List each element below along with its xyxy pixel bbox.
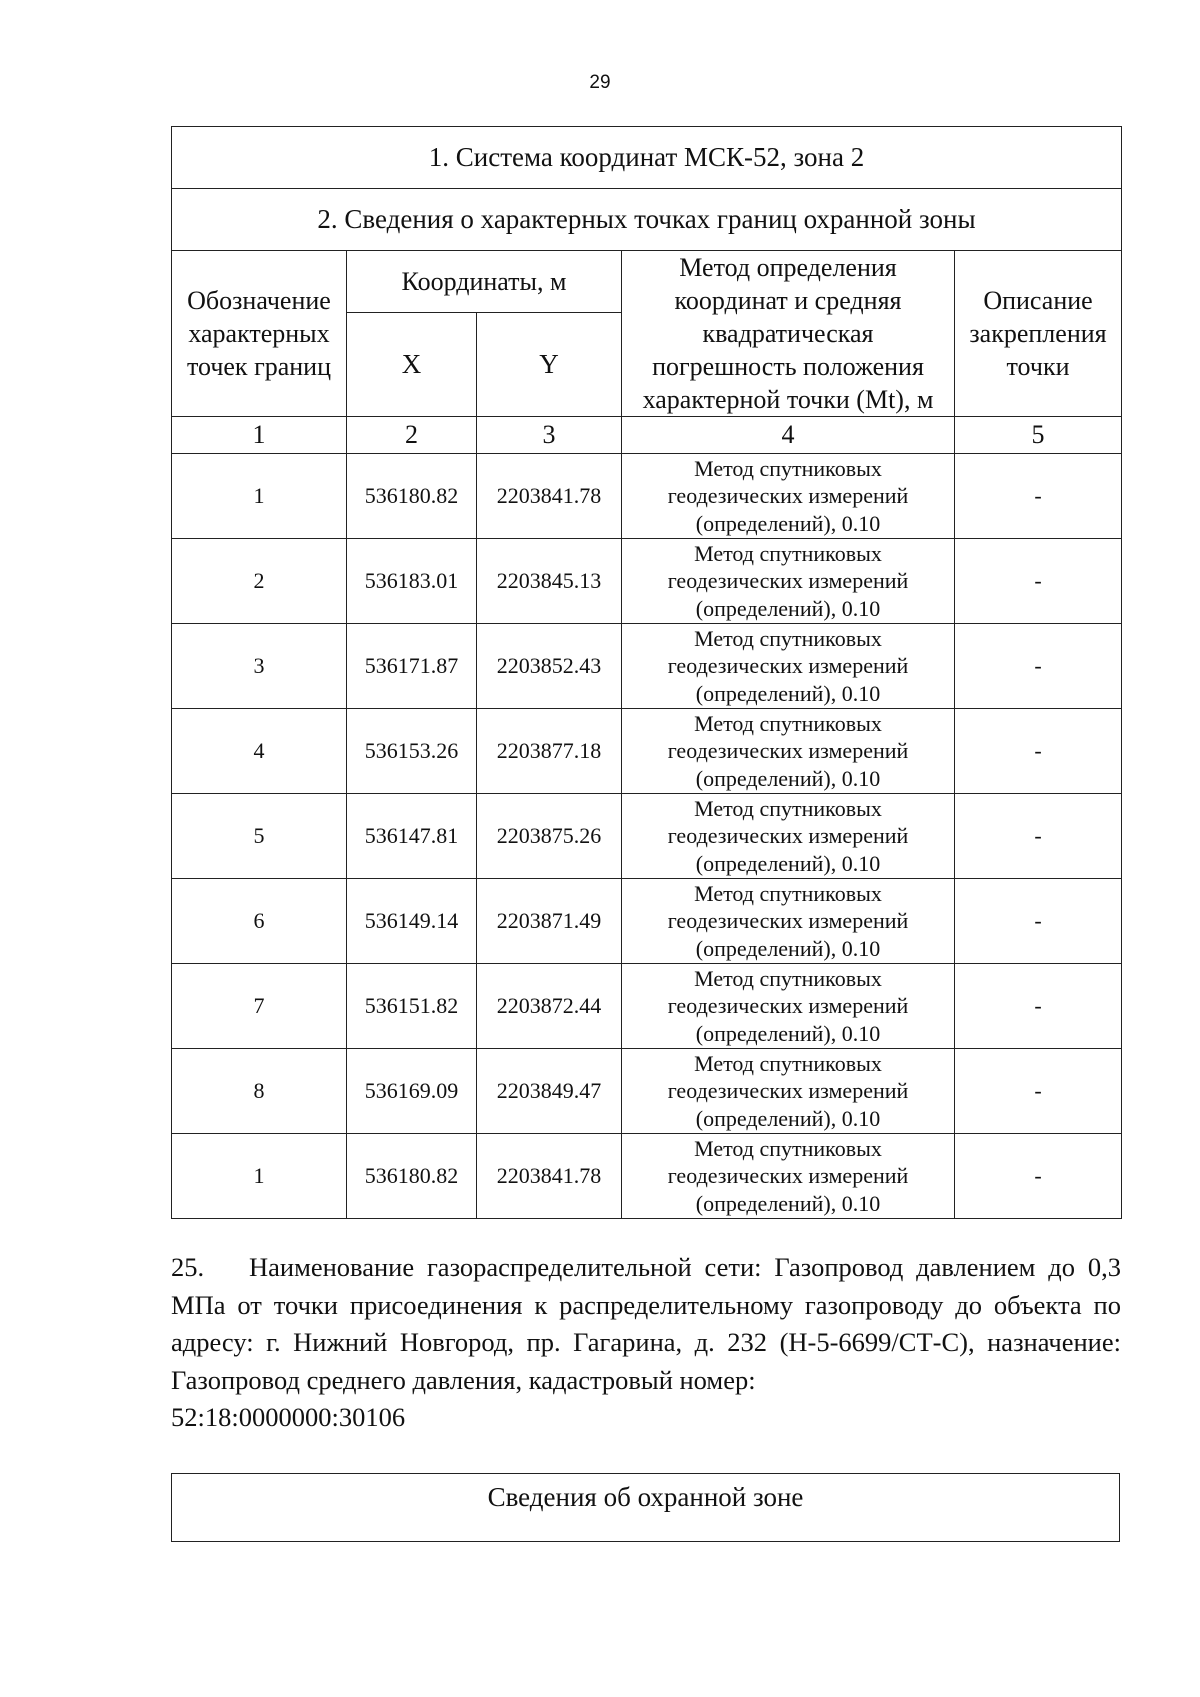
y-cell: 2203841.78 bbox=[477, 454, 622, 539]
protection-zone-title: Сведения об охранной зоне bbox=[487, 1482, 804, 1512]
y-cell: 2203871.49 bbox=[477, 879, 622, 964]
y-cell: 2203872.44 bbox=[477, 964, 622, 1049]
table-row bbox=[172, 964, 1122, 1049]
method-line: (определений), 0.10 bbox=[695, 1020, 881, 1046]
method-line: геодезических измерений bbox=[667, 653, 909, 679]
x-cell: 536180.82 bbox=[347, 1134, 477, 1219]
method-line: геодезических измерений bbox=[667, 738, 909, 764]
method-cell bbox=[622, 1134, 955, 1219]
header-coordinates: Координаты, м bbox=[347, 251, 622, 313]
point-cell: 8 bbox=[172, 1049, 347, 1134]
description-cell: - bbox=[955, 624, 1122, 709]
method-line: (определений), 0.10 bbox=[695, 850, 881, 876]
header-description: Описание закрепления точки bbox=[955, 251, 1122, 417]
method-cell bbox=[622, 794, 955, 879]
table-row bbox=[172, 454, 1122, 539]
method-line: геодезических измерений bbox=[667, 1078, 909, 1104]
description-cell: - bbox=[955, 794, 1122, 879]
column-number: 4 bbox=[622, 417, 955, 454]
method-line: (определений), 0.10 bbox=[695, 510, 881, 536]
description-cell: - bbox=[955, 539, 1122, 624]
column-number: 3 bbox=[477, 417, 622, 454]
method-line: (определений), 0.10 bbox=[695, 595, 881, 621]
point-cell: 5 bbox=[172, 794, 347, 879]
description-cell: - bbox=[955, 709, 1122, 794]
table-row bbox=[172, 1049, 1122, 1134]
method-cell bbox=[622, 1049, 955, 1134]
method-line: Метод спутниковых bbox=[694, 710, 882, 736]
y-cell: 2203849.47 bbox=[477, 1049, 622, 1134]
table-row bbox=[172, 709, 1122, 794]
y-cell: 2203852.43 bbox=[477, 624, 622, 709]
point-cell: 6 bbox=[172, 879, 347, 964]
description-cell: - bbox=[955, 1134, 1122, 1219]
column-number: 2 bbox=[347, 417, 477, 454]
boundary-points-title: 2. Сведения о характерных точках границ охранной зоны bbox=[172, 189, 1122, 251]
column-number: 5 bbox=[955, 417, 1122, 454]
point-cell: 1 bbox=[172, 1134, 347, 1219]
method-line: (определений), 0.10 bbox=[695, 1190, 881, 1216]
x-cell: 536183.01 bbox=[347, 539, 477, 624]
table-row bbox=[172, 794, 1122, 879]
point-cell: 2 bbox=[172, 539, 347, 624]
method-line: Метод спутниковых bbox=[694, 625, 882, 651]
header-x: X bbox=[347, 312, 477, 416]
point-cell: 4 bbox=[172, 709, 347, 794]
table-row bbox=[172, 624, 1122, 709]
method-line: (определений), 0.10 bbox=[695, 680, 881, 706]
method-line: Метод спутниковых bbox=[694, 540, 882, 566]
x-cell: 536169.09 bbox=[347, 1049, 477, 1134]
method-line: геодезических измерений bbox=[667, 993, 909, 1019]
method-line: (определений), 0.10 bbox=[695, 1105, 881, 1131]
pipeline-paragraph bbox=[171, 1249, 1121, 1437]
paragraph-text: Наименование газораспределительной сети: Газопровод давлением до 0,3 МПа от точки присоединения к распределительному газопроводу до объекта по адресу: г. Нижний Новгород, пр. Гагарина, д. 232 (Н-5-6699/СТ-С), назначение: Газопровод среднего давления, кадастровый номер: bbox=[171, 1252, 1121, 1395]
method-cell bbox=[622, 539, 955, 624]
header-y: Y bbox=[477, 312, 622, 416]
description-cell: - bbox=[955, 454, 1122, 539]
paragraph-number: 25. bbox=[171, 1252, 205, 1282]
method-line: Метод спутниковых bbox=[694, 1135, 882, 1161]
y-cell: 2203841.78 bbox=[477, 1134, 622, 1219]
table-row bbox=[172, 879, 1122, 964]
page-number: 29 bbox=[589, 72, 611, 93]
method-cell bbox=[622, 624, 955, 709]
description-cell: - bbox=[955, 964, 1122, 1049]
boundary-points-table bbox=[171, 126, 1122, 1219]
method-line: Метод спутниковых bbox=[694, 1050, 882, 1076]
method-line: (определений), 0.10 bbox=[695, 935, 881, 961]
method-cell bbox=[622, 964, 955, 1049]
method-line: геодезических измерений bbox=[667, 823, 909, 849]
table-row bbox=[172, 1134, 1122, 1219]
x-cell: 536151.82 bbox=[347, 964, 477, 1049]
method-line: геодезических измерений bbox=[667, 568, 909, 594]
method-cell bbox=[622, 879, 955, 964]
cadastral-number: 52:18:0000000:30106 bbox=[171, 1402, 406, 1432]
x-cell: 536149.14 bbox=[347, 879, 477, 964]
y-cell: 2203845.13 bbox=[477, 539, 622, 624]
x-cell: 536153.26 bbox=[347, 709, 477, 794]
method-line: геодезических измерений bbox=[667, 483, 909, 509]
header-designation: Обозначение характерных точек границ bbox=[172, 251, 347, 417]
protection-zone-box bbox=[171, 1473, 1120, 1542]
x-cell: 536171.87 bbox=[347, 624, 477, 709]
y-cell: 2203877.18 bbox=[477, 709, 622, 794]
method-line: Метод спутниковых bbox=[694, 965, 882, 991]
column-number: 1 bbox=[172, 417, 347, 454]
method-cell bbox=[622, 454, 955, 539]
header-method: Метод определения координат и средняя квадратическая погрешность положения характерной точки (Mt), м bbox=[622, 251, 955, 417]
coordinate-system-title: 1. Система координат МСК-52, зона 2 bbox=[172, 127, 1122, 189]
point-cell: 1 bbox=[172, 454, 347, 539]
x-cell: 536147.81 bbox=[347, 794, 477, 879]
method-line: геодезических измерений bbox=[667, 1163, 909, 1189]
x-cell: 536180.82 bbox=[347, 454, 477, 539]
method-line: Метод спутниковых bbox=[694, 880, 882, 906]
description-cell: - bbox=[955, 1049, 1122, 1134]
table-row bbox=[172, 539, 1122, 624]
point-cell: 7 bbox=[172, 964, 347, 1049]
y-cell: 2203875.26 bbox=[477, 794, 622, 879]
method-cell bbox=[622, 709, 955, 794]
description-cell: - bbox=[955, 879, 1122, 964]
method-line: Метод спутниковых bbox=[694, 795, 882, 821]
method-line: (определений), 0.10 bbox=[695, 765, 881, 791]
method-line: Метод спутниковых bbox=[694, 455, 882, 481]
point-cell: 3 bbox=[172, 624, 347, 709]
method-line: геодезических измерений bbox=[667, 908, 909, 934]
